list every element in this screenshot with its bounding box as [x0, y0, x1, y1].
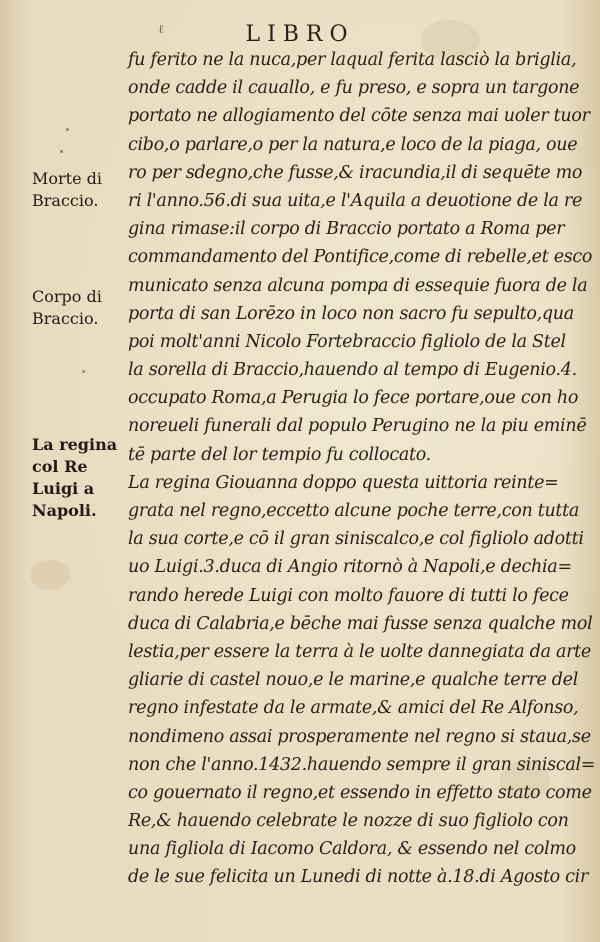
main-text-block [128, 46, 596, 892]
ink-speck [82, 370, 85, 373]
text-line: portato ne allogiamento del cōte senza mai uoler tuor [128, 106, 590, 127]
folio-mark: ℓ [158, 22, 164, 36]
text-line: cibo,o parlare,o per la natura,e loco de la piaga, oue [128, 134, 578, 155]
text-line: municato senza alcuna pompa di essequie fuora de la [128, 275, 588, 296]
text-line: gina rimase:il corpo di Braccio portato a Roma per [128, 219, 565, 240]
ink-speck [66, 128, 69, 131]
margin-note-morte-di-braccio: Morte di Braccio. [32, 169, 103, 210]
text-line: grata nel regno,eccetto alcune poche terre,con tutta [128, 501, 580, 521]
text-line: noreueli funerali dal populo Perugino ne la piu eminē [128, 416, 587, 437]
text-line: poi molt'anni Nicolo Fortebraccio figliolo de la Stel [128, 331, 566, 352]
running-title: LIBRO [245, 22, 355, 47]
text-line: La regina Giouanna doppo questa uittoria reinte= [128, 472, 559, 493]
text-line: gliarie di castel nouo,e le marine,e qualche terre del [128, 670, 579, 691]
text-line: rando herede Luigi con molto fauore di tutti lo fece [128, 585, 569, 606]
text-line: tē parte del lor tempio fu collocato. [128, 444, 431, 465]
text-line: commandamento del Pontifice,come di rebelle,et esco [128, 247, 593, 268]
ink-speck [60, 150, 63, 153]
text-line: regno infestate da le armate,& amici del Re Alfonso, [128, 698, 579, 719]
text-line: occupato Roma,a Perugia lo fece portare,oue con ho [128, 388, 579, 409]
margin-note-corpo-di-braccio: Corpo di Braccio. [32, 287, 102, 328]
text-line: fu ferito ne la nuca,per laqual ferita lasciò la briglia, [128, 50, 577, 70]
text-line: co gouernato il regno,et essendo in effetto stato come [128, 782, 592, 803]
text-line: nondimeno assai prosperamente nel regno si staua,se [128, 726, 591, 747]
text-line: de le sue felicita un Lunedi di notte à.18.di Agosto cir [128, 867, 589, 888]
text-line: non che l'anno.1432.hauendo sempre il gran siniscal= [128, 754, 596, 775]
text-line: la sorella di Braccio,hauendo al tempo di Eugenio.4. [128, 360, 577, 381]
text-line: lestia,per essere la terra à le uolte dannegiata da arte [128, 641, 591, 662]
text-line: la sua corte,e cō il gran siniscalco,e col figliolo adotti [128, 529, 584, 550]
text-line: ri l'anno.56.di sua uita,e l'Aquila a deuotione de la re [128, 190, 583, 211]
text-line: Re,& hauendo celebrate le nozze di suo figliolo con [128, 811, 569, 832]
text-line: ro per sdegno,che fusse,& iracundia,il di sequēte mo [128, 162, 583, 183]
text-line: onde cadde il cauallo, e fu preso, e sopra un targone [128, 78, 580, 99]
text-line: una figliola di Iacomo Caldora, & essendo nel colmo [128, 839, 576, 860]
text-line: uo Luigi.3.duca di Angio ritornò à Napoli,e dechia= [128, 557, 572, 578]
paper-stain [30, 560, 70, 590]
margin-note-la-regina: La regina col Re Luigi a Napoli. [32, 435, 118, 520]
text-line: duca di Calabria,e bēche mai fusse senza qualche mol [128, 613, 593, 634]
text-line: porta di san Lorēzo in loco non sacro fu sepulto,qua [128, 303, 574, 324]
